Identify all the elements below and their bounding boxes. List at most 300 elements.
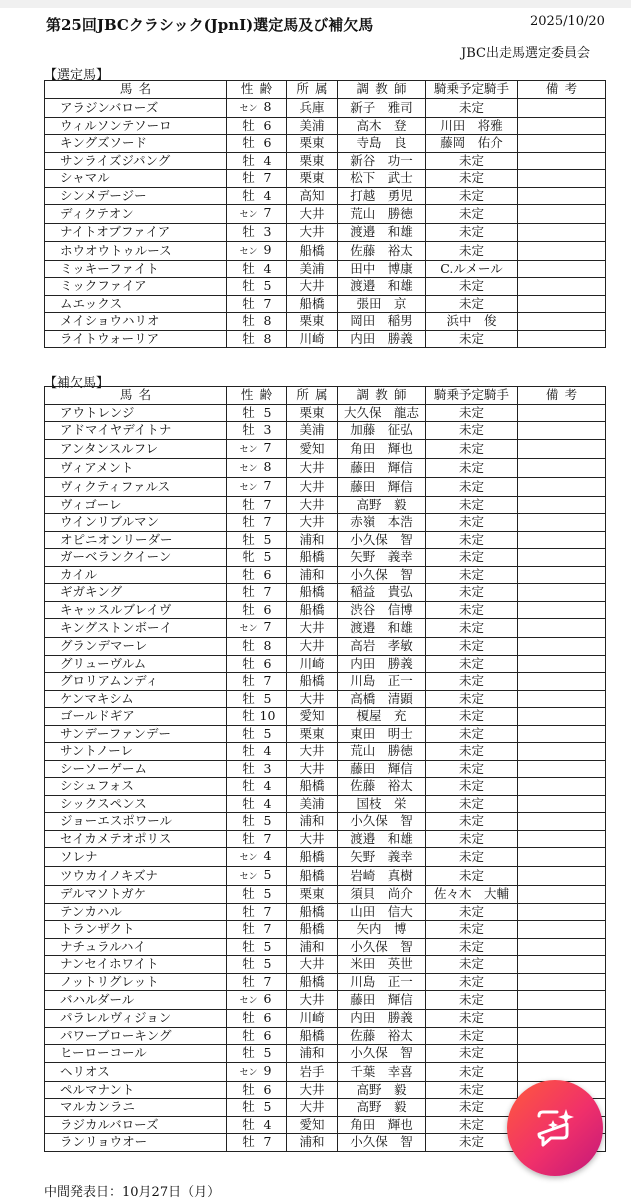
jockey: 未定	[426, 241, 518, 260]
trainer: 荒山 勝徳	[338, 743, 426, 761]
horse-name: サンライズジパング	[45, 152, 227, 170]
remarks	[518, 725, 606, 743]
trainer: 佐藤 裕太	[338, 1027, 426, 1045]
jockey: 未定	[426, 867, 518, 886]
table-row	[45, 778, 606, 796]
horse-name: シャマル	[45, 170, 227, 188]
affiliation: 栗東	[287, 135, 338, 153]
sex-age	[227, 477, 287, 496]
trainer: 赤嶺 本浩	[338, 514, 426, 532]
table-row	[45, 1045, 606, 1063]
remarks	[518, 760, 606, 778]
table-row	[45, 330, 606, 348]
jockey: 佐々木 大輔	[426, 886, 518, 904]
table-row	[45, 224, 606, 242]
sex-age	[227, 458, 287, 477]
affiliation: 大井	[287, 514, 338, 532]
horse-name: ジョーエスポワール	[45, 813, 227, 831]
trainer: 藤田 輝信	[338, 991, 426, 1010]
remarks	[518, 655, 606, 673]
sex-age	[227, 938, 287, 956]
sex: 牡	[242, 921, 255, 937]
affiliation: 大井	[287, 991, 338, 1010]
table-row	[45, 638, 606, 656]
jockey: 未定	[426, 903, 518, 921]
affiliation: 船橋	[287, 778, 338, 796]
remarks	[518, 1045, 606, 1063]
jockey: 未定	[426, 1116, 518, 1134]
sex-age	[227, 956, 287, 974]
col-remarks-header: 備考	[518, 81, 606, 99]
age: 5	[263, 1099, 272, 1115]
horse-name: ヒーローコール	[45, 1045, 227, 1063]
sex-age	[227, 795, 287, 813]
sex-age	[227, 673, 287, 691]
jockey: 未定	[426, 830, 518, 848]
table-row	[45, 496, 606, 514]
affiliation: 大井	[287, 760, 338, 778]
age: 4	[263, 260, 272, 276]
sex-age	[227, 725, 287, 743]
jockey: 未定	[426, 295, 518, 313]
age: 5	[263, 938, 272, 954]
sex-age	[227, 619, 287, 638]
sex-age	[227, 584, 287, 602]
jockey: 浜中 俊	[426, 313, 518, 331]
trainer: 田中 博康	[338, 260, 426, 278]
jockey: 未定	[426, 956, 518, 974]
horse-name: アラジンバローズ	[45, 98, 227, 117]
table-row	[45, 991, 606, 1010]
jockey: 未定	[426, 477, 518, 496]
remarks	[518, 205, 606, 224]
jockey: 未定	[426, 743, 518, 761]
remarks	[518, 117, 606, 135]
reserve-table-body	[45, 404, 606, 1151]
age: 7	[263, 514, 272, 530]
sex-age	[227, 886, 287, 904]
age: 9	[263, 1062, 272, 1078]
trainer: 矢野 義幸	[338, 549, 426, 567]
sex-age	[227, 1081, 287, 1099]
table-row	[45, 921, 606, 939]
sex: 牡	[242, 743, 255, 759]
trainer: 内田 勝義	[338, 655, 426, 673]
sex: 牡	[242, 1081, 255, 1097]
sex: 牡	[242, 708, 255, 724]
age: 7	[263, 295, 272, 311]
affiliation: 川崎	[287, 1010, 338, 1028]
affiliation: 美浦	[287, 260, 338, 278]
trainer: 岡田 稲男	[338, 313, 426, 331]
horse-name: ヘリオス	[45, 1062, 227, 1081]
table-row	[45, 439, 606, 458]
age: 5	[263, 1045, 272, 1061]
trainer: 高木 登	[338, 117, 426, 135]
trainer: 藤田 輝信	[338, 760, 426, 778]
ai-chat-sparkle-icon	[533, 1106, 577, 1150]
jockey: 未定	[426, 514, 518, 532]
trainer: 新谷 功一	[338, 152, 426, 170]
sex-age	[227, 760, 287, 778]
affiliation: 船橋	[287, 921, 338, 939]
remarks	[518, 531, 606, 549]
horse-name: シンメデージー	[45, 187, 227, 205]
jockey: 未定	[426, 170, 518, 188]
horse-name: ミックファイア	[45, 278, 227, 296]
page-title: 第25回JBCクラシック(JpnⅠ)選定馬及び補欠馬	[46, 16, 374, 34]
table-row	[45, 98, 606, 117]
sex-age	[227, 404, 287, 422]
reserve-section-label: 【補欠馬】	[44, 376, 110, 391]
sex: 牡	[242, 514, 255, 530]
age: 7	[263, 477, 272, 493]
horse-name: サントノーレ	[45, 743, 227, 761]
horse-name: キングズソード	[45, 135, 227, 153]
trainer: 高岩 孝敏	[338, 638, 426, 656]
sex-age	[227, 187, 287, 205]
horse-name: ムエックス	[45, 295, 227, 313]
col-name-header: 馬名	[45, 81, 227, 99]
age: 5	[263, 956, 272, 972]
trainer: 松下 武士	[338, 170, 426, 188]
selected-horses-table	[44, 80, 606, 348]
age: 5	[263, 531, 272, 547]
table-row	[45, 848, 606, 867]
sex: 牝	[242, 549, 255, 565]
affiliation: 大井	[287, 205, 338, 224]
jockey: 未定	[426, 458, 518, 477]
remarks	[518, 956, 606, 974]
sex-age	[227, 170, 287, 188]
sex-age	[227, 531, 287, 549]
age: 3	[263, 224, 272, 240]
remarks	[518, 187, 606, 205]
sex: 牡	[242, 795, 255, 811]
age: 7	[263, 673, 272, 689]
horse-name: ディクテオン	[45, 205, 227, 224]
jockey: 未定	[426, 1099, 518, 1117]
jockey: 未定	[426, 708, 518, 726]
affiliation: 愛知	[287, 439, 338, 458]
table-row	[45, 187, 606, 205]
affiliation: 船橋	[287, 295, 338, 313]
sex-age	[227, 638, 287, 656]
age: 6	[263, 1081, 272, 1097]
affiliation: 船橋	[287, 673, 338, 691]
age: 8	[263, 330, 272, 346]
affiliation: 大井	[287, 956, 338, 974]
age: 6	[263, 566, 272, 582]
jockey: 未定	[426, 152, 518, 170]
horse-name: パワーブローキング	[45, 1027, 227, 1045]
sex: 牡	[242, 1010, 255, 1026]
jockey: 未定	[426, 725, 518, 743]
remarks	[518, 549, 606, 567]
affiliation: 川崎	[287, 330, 338, 348]
age: 7	[263, 619, 272, 634]
affiliation: 大井	[287, 458, 338, 477]
trainer: 渡邉 和雄	[338, 278, 426, 296]
sex: セン	[239, 624, 258, 634]
remarks	[518, 973, 606, 991]
col-name-header: 馬名	[45, 387, 227, 405]
affiliation: 船橋	[287, 1027, 338, 1045]
table-header-row	[45, 387, 606, 405]
sex-age	[227, 743, 287, 761]
horse-name: セイカメテオポリス	[45, 830, 227, 848]
affiliation: 浦和	[287, 1045, 338, 1063]
horse-name: ペルマナント	[45, 1081, 227, 1099]
affiliation: 栗東	[287, 404, 338, 422]
horse-name: マルカンラニ	[45, 1099, 227, 1117]
jockey: 未定	[426, 549, 518, 567]
remarks	[518, 813, 606, 831]
affiliation: 船橋	[287, 903, 338, 921]
age: 5	[263, 886, 272, 902]
sex-age	[227, 1099, 287, 1117]
sex: 牡	[242, 638, 255, 654]
col-affiliation-header: 所属	[287, 387, 338, 405]
jockey: 未定	[426, 278, 518, 296]
age: 4	[263, 152, 272, 168]
table-row	[45, 830, 606, 848]
table-row	[45, 514, 606, 532]
horse-name: アウトレンジ	[45, 404, 227, 422]
sex: 牡	[242, 973, 255, 989]
jockey: 未定	[426, 404, 518, 422]
affiliation: 愛知	[287, 708, 338, 726]
age: 8	[263, 458, 272, 474]
trainer: 米田 英世	[338, 956, 426, 974]
age: 5	[263, 813, 272, 829]
sex-age	[227, 224, 287, 242]
horse-name: ホウオウトゥルース	[45, 241, 227, 260]
sex: 牡	[242, 1134, 255, 1150]
trainer: 高野 毅	[338, 1099, 426, 1117]
table-row	[45, 549, 606, 567]
trainer: 渋谷 信博	[338, 601, 426, 619]
sex: セン	[239, 1067, 258, 1078]
sex: 牡	[242, 673, 255, 689]
trainer: 寺島 良	[338, 135, 426, 153]
table-row	[45, 1062, 606, 1081]
age: 3	[263, 760, 272, 776]
sex: 牡	[242, 295, 255, 311]
table-row	[45, 135, 606, 153]
table-row	[45, 584, 606, 602]
table-row	[45, 743, 606, 761]
age: 8	[263, 313, 272, 329]
sex-age	[227, 496, 287, 514]
horse-name: ゴールドギア	[45, 708, 227, 726]
trainer: 小久保 智	[338, 531, 426, 549]
sex: 牡	[242, 566, 255, 582]
affiliation: 栗東	[287, 886, 338, 904]
sex-age	[227, 601, 287, 619]
sex-age	[227, 549, 287, 567]
age: 6	[263, 117, 272, 133]
remarks	[518, 260, 606, 278]
age: 6	[263, 1027, 272, 1043]
sex-age	[227, 278, 287, 296]
trainer: 内田 勝義	[338, 330, 426, 348]
table-row	[45, 673, 606, 691]
horse-name: アンタンスルフレ	[45, 439, 227, 458]
horse-name: ギガキング	[45, 584, 227, 602]
horse-name: アドマイヤデイトナ	[45, 422, 227, 440]
trainer: 加藤 征弘	[338, 422, 426, 440]
horse-name: ヴィクティファルス	[45, 477, 227, 496]
reserve-horses-table	[44, 386, 606, 1152]
jockey: 川田 将雅	[426, 117, 518, 135]
remarks	[518, 98, 606, 117]
jockey: 未定	[426, 98, 518, 117]
sex-age	[227, 241, 287, 260]
jockey: 未定	[426, 760, 518, 778]
age: 4	[263, 743, 272, 759]
remarks	[518, 170, 606, 188]
col-affiliation-header: 所属	[287, 81, 338, 99]
table-row	[45, 170, 606, 188]
horse-name: ウィルソンテソーロ	[45, 117, 227, 135]
sex-age	[227, 313, 287, 331]
trainer: 山田 信大	[338, 903, 426, 921]
ai-chat-button[interactable]	[507, 1080, 603, 1176]
sex: 牡	[242, 1099, 255, 1115]
sex-age	[227, 1045, 287, 1063]
trainer: 小久保 智	[338, 566, 426, 584]
table-row	[45, 313, 606, 331]
sex: 牡	[242, 725, 255, 741]
jockey: 未定	[426, 938, 518, 956]
remarks	[518, 584, 606, 602]
trainer: 川島 正一	[338, 973, 426, 991]
sex-age	[227, 422, 287, 440]
trainer: 須貝 尚介	[338, 886, 426, 904]
sex-age	[227, 566, 287, 584]
horse-name: ナンセイホワイト	[45, 956, 227, 974]
jockey: 未定	[426, 795, 518, 813]
sex: 牡	[242, 260, 255, 276]
remarks	[518, 224, 606, 242]
table-row	[45, 886, 606, 904]
table-row	[45, 241, 606, 260]
sex-age	[227, 708, 287, 726]
horse-name: グロリアムンディ	[45, 673, 227, 691]
trainer: 角田 輝也	[338, 439, 426, 458]
sex-age	[227, 848, 287, 867]
age: 6	[263, 601, 272, 617]
table-row	[45, 404, 606, 422]
sex-age	[227, 330, 287, 348]
trainer: 高橋 清顕	[338, 690, 426, 708]
sex: 牡	[242, 117, 255, 133]
remarks	[518, 830, 606, 848]
trainer: 渡邉 和雄	[338, 224, 426, 242]
trainer: 小久保 智	[338, 1134, 426, 1152]
remarks	[518, 673, 606, 691]
trainer: 小久保 智	[338, 938, 426, 956]
jockey: 未定	[426, 439, 518, 458]
age: 6	[263, 1010, 272, 1026]
sex: セン	[239, 853, 258, 863]
sex: セン	[239, 444, 258, 455]
sex-age	[227, 1134, 287, 1152]
trainer: 小久保 智	[338, 813, 426, 831]
table-row	[45, 903, 606, 921]
affiliation: 栗東	[287, 170, 338, 188]
sex-age	[227, 439, 287, 458]
trainer: 荒山 勝徳	[338, 205, 426, 224]
sex: 牡	[242, 956, 255, 972]
affiliation: 船橋	[287, 601, 338, 619]
table-row	[45, 117, 606, 135]
col-sex-age-header: 性齢	[227, 387, 287, 405]
remarks	[518, 1010, 606, 1028]
age: 4	[263, 1116, 272, 1132]
table-row	[45, 708, 606, 726]
horse-name: デルマソトガケ	[45, 886, 227, 904]
sex-age	[227, 903, 287, 921]
age: 5	[263, 690, 272, 706]
remarks	[518, 566, 606, 584]
horse-name: パラレルヴィジョン	[45, 1010, 227, 1028]
age: 4	[263, 778, 272, 794]
trainer: 新子 雅司	[338, 98, 426, 117]
horse-name: ガーベランクイーン	[45, 549, 227, 567]
horse-name: シーソーゲーム	[45, 760, 227, 778]
sex: セン	[239, 872, 258, 882]
affiliation: 船橋	[287, 973, 338, 991]
trainer: 岩崎 真樹	[338, 867, 426, 886]
remarks	[518, 514, 606, 532]
jockey: 未定	[426, 1045, 518, 1063]
affiliation: 浦和	[287, 531, 338, 549]
sex-age	[227, 830, 287, 848]
committee-name: JBC出走馬選定委員会	[461, 46, 590, 61]
horse-name: トランザクト	[45, 921, 227, 939]
horse-name: ミッキーファイト	[45, 260, 227, 278]
remarks	[518, 152, 606, 170]
table-row	[45, 152, 606, 170]
affiliation: 大井	[287, 496, 338, 514]
sex: 牡	[242, 690, 255, 706]
sex: 牡	[242, 404, 255, 420]
trainer: 佐藤 裕太	[338, 778, 426, 796]
sex: セン	[239, 210, 258, 220]
trainer: 矢野 義幸	[338, 848, 426, 867]
jockey: 未定	[426, 601, 518, 619]
affiliation: 大井	[287, 743, 338, 761]
jockey: 未定	[426, 566, 518, 584]
sex: 牡	[242, 170, 255, 186]
age: 5	[263, 725, 272, 741]
trainer: 渡邉 和雄	[338, 830, 426, 848]
sex: 牡	[242, 655, 255, 671]
sex: 牡	[242, 903, 255, 919]
table-row	[45, 1010, 606, 1028]
trainer: 藤田 輝信	[338, 458, 426, 477]
col-sex-age-header: 性齢	[227, 81, 287, 99]
jockey: 未定	[426, 673, 518, 691]
horse-name: ヴィアメント	[45, 458, 227, 477]
age: 6	[263, 655, 272, 671]
col-remarks-header: 備考	[518, 387, 606, 405]
remarks	[518, 619, 606, 638]
sex: 牡	[242, 584, 255, 600]
sex-age	[227, 135, 287, 153]
